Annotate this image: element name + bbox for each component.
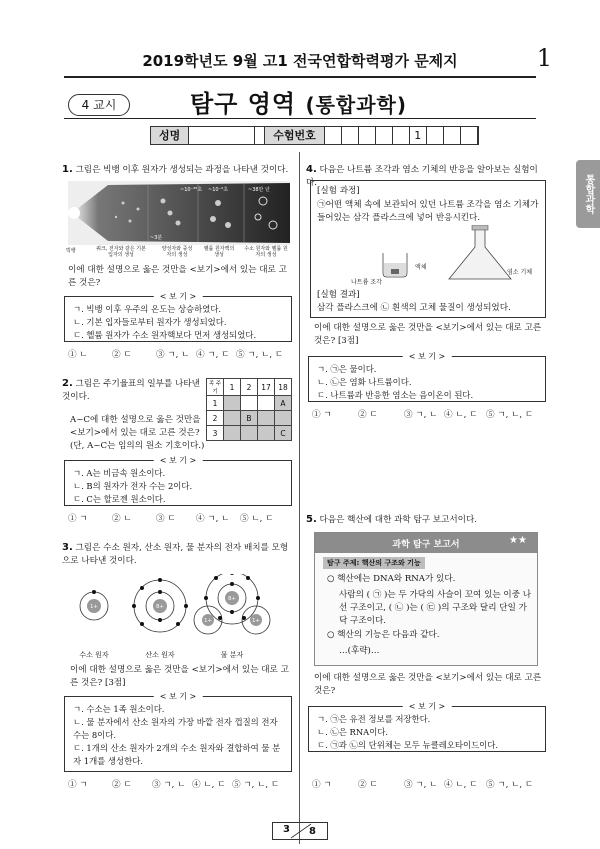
header-rule [64,76,536,78]
subject-title [190,84,407,119]
bogi-item: ㄴ. ㉡은 RNA이다. [317,727,389,737]
answer-choice[interactable]: ④ ㄱ, ㄷ [196,350,230,360]
answer-choice[interactable]: ③ ㄱ, ㄴ [404,410,438,420]
bogi-item: ㄷ. 1개의 산소 원자가 2개의 수소 원자와 결합하여 물 분자 1개를 생성한다. [73,743,281,766]
q4-choices [312,408,546,420]
q4-stem: 4. 다음은 나트륨 조각과 염소 기체의 반응을 알아보는 실험이다. [306,164,538,188]
exam-no-cell: 1 [410,127,427,144]
answer-choice[interactable]: ① ㄱ [312,780,332,790]
q3-stem: 3. 그림은 수소 원자, 산소 원자, 물 분자의 전자 배치를 모형으로 나타낸 것이다. [62,542,289,566]
nucleus-label: 1+ [89,604,99,610]
period-badge: 4 교시 [68,94,130,116]
answer-choice[interactable]: ② ㄷ [112,780,132,790]
bogi-item: ㄷ. 헬륨 원자가 수소 원자핵보다 먼저 생성되었다. [73,330,257,340]
bogi-item: ㄷ. C는 할로젠 원소이다. [73,494,166,504]
page-indicator [272,822,328,840]
answer-choice[interactable]: ② ㄷ [358,780,378,790]
answer-choice[interactable]: ⑤ ㄱ, ㄴ, ㄷ [232,780,280,790]
bogi-item: ㄱ. 수소는 1족 원소이다. [73,704,165,714]
q3-choices [68,778,292,790]
nucleus-label: 1+ [251,618,261,624]
subject-main: 탐구 영역 [190,90,297,118]
answer-choice[interactable]: ③ ㄷ [156,514,176,524]
q1-choices [68,348,292,360]
bogi-item: ㄴ. 물 분자에서 산소 원자의 가장 바깥 전자 껍질의 전자 수는 8이다. [73,717,278,740]
exam-no-cell[interactable] [342,127,359,144]
answer-choice[interactable]: ④ ㄴ, ㄷ [444,410,478,420]
exam-no-cell[interactable] [427,127,444,144]
electron-config-diagram [68,574,294,646]
current-page: 3 [283,824,290,835]
q4-ask: 이에 대한 설명으로 옳은 것만을 <보기>에서 있는 대로 고른 것은? [3점] [314,323,542,346]
answer-choice[interactable]: ⑤ ㄱ, ㄴ, ㄷ [486,410,534,420]
answer-choice[interactable]: ① ㄱ [68,514,88,524]
answer-choice[interactable]: ③ ㄱ, ㄴ [156,350,190,360]
answer-choice[interactable]: ② ㄴ [112,514,132,524]
time-label: ~3분 [150,235,163,241]
bogi-item: ㄱ. A는 비금속 원소이다. [73,468,166,478]
element-c: C [275,426,292,441]
bogi-item: ㄴ. B의 원자가 전자 수는 2이다. [73,481,193,491]
q5-stem: 5. 다음은 핵산에 대한 과학 탐구 보고서이다. [306,514,478,525]
answer-choice[interactable]: ① ㄱ [312,410,332,420]
q1-image-captions: 빅뱅 쿼크, 전자와 같은 기본 입자의 생성 양성자와 중성자의 생성 헬륨 원자핵의 생성 수소 원자와 헬륨 원자의 생성 [66,246,288,258]
bogi-item: ㄴ. 기본 입자들로부터 원자가 생성되었다. [73,317,227,327]
answer-choice[interactable]: ④ ㄱ, ㄴ [196,514,230,524]
time-label: ~10⁻³⁶초 [180,187,203,193]
star-icon: ★★ [509,535,527,546]
answer-choice[interactable]: ③ ㄱ, ㄴ [404,780,438,790]
name-label: 성명 [151,127,189,144]
answer-choice[interactable]: ④ ㄴ, ㄷ [192,780,226,790]
q4-experiment-box: [실험 과정] ㉠어떤 액체 속에 보관되어 있던 나트륨 조각을 염소 기체가 들어있는 삼각 플라스크에 넣어 반응시킨다. 액체 나트륨 조각 염소 기체 [실험 결과] 삼각 플라스크에 ㉡ 흰색의 고체 물질이 생성되었다. [310,180,546,318]
page-number: 1 [536,44,552,72]
student-id-bar [150,126,479,145]
flask-apparatus [351,225,541,285]
answer-choice[interactable]: ⑤ ㄱ, ㄴ, ㄷ [486,780,534,790]
bogi-item: ㄷ. 나트륨과 반응한 염소는 음이온이 된다. [317,390,474,400]
report-topic: 탐구 주제: 핵산의 구조와 기능 [323,557,425,569]
q2-bogi-box: < 보 기 > ㄱ. A는 비금속 원소이다. ㄴ. B의 원자가 전자 수는 2이다. ㄷ. C는 할로젠 원소이다. [64,460,292,506]
column-divider [299,152,300,844]
exam-no-cell[interactable] [444,127,461,144]
q1-stem: 1. 그림은 빅뱅 이후 원자가 생성되는 과정을 나타낸 것이다. [62,164,289,175]
answer-choice[interactable]: ③ ㄱ, ㄴ [152,780,186,790]
q2-ask: A~C에 대한 설명으로 옳은 것만을 <보기>에서 있는 대로 고른 것은? (단, A~C는 임의의 원소 기호이다.) [70,415,205,451]
bogi-item: ㄴ. ㉡은 염화 나트륨이다. [317,377,412,387]
bogi-item: ㄱ. ㉠은 유전 정보를 저장한다. [317,714,431,724]
q1-bogi-box: < 보 기 > ㄱ. 빅뱅 이후 우주의 온도는 상승하였다. ㄴ. 기본 입자들로부터 원자가 생성되었다. ㄷ. 헬륨 원자가 수소 원자핵보다 먼저 생성되었다. [64,296,292,342]
exam-no-label: 수험번호 [265,127,325,144]
name-field[interactable] [189,127,255,144]
bigbang-diagram [68,181,290,245]
q5-ask: 이에 대한 설명으로 옳은 것만을 <보기>에서 있는 대로 고른 것은? [314,673,542,696]
time-label: ~38만 년 [248,187,270,193]
exam-no-cell[interactable] [359,127,376,144]
answer-choice[interactable]: ④ ㄴ, ㄷ [444,780,478,790]
element-a: A [275,396,292,411]
q3-bogi-box: < 보 기 > ㄱ. 수소는 1족 원소이다. ㄴ. 물 분자에서 산소 원자의 가장 바깥 전자 껍질의 전자 수는 8이다. ㄷ. 1개의 산소 원자가 2개의 수소 원자와 결합하여 물 분자 1개를 생성한다. [64,696,292,772]
q2-choices [68,512,292,524]
answer-choice[interactable]: ② ㄷ [112,350,132,360]
nucleus-label: 8+ [155,604,165,610]
exam-header: 2019학년도 9월 고1 전국연합학력평가 문제지 [142,52,458,70]
bogi-item: ㄱ. ㉠은 물이다. [317,364,377,374]
answer-choice[interactable]: ⑤ ㄴ, ㄷ [240,514,274,524]
exam-no-cell[interactable] [376,127,393,144]
answer-choice[interactable]: ② ㄷ [358,410,378,420]
bogi-item: ㄱ. 빅뱅 이후 우주의 온도는 상승하였다. [73,304,222,314]
report-title: 과학 탐구 보고서 [392,540,460,550]
answer-choice[interactable]: ① ㄴ [68,350,88,360]
exam-no-cell[interactable] [461,127,478,144]
exam-no-cell[interactable] [325,127,342,144]
element-b: B [241,411,258,426]
nucleus-label: 8+ [227,596,237,602]
subject-side-tab: 통합과학 [576,160,600,228]
time-label: ~10⁻⁶초 [208,187,229,193]
total-pages: 8 [309,826,316,837]
q4-bogi-box: < 보 기 > ㄱ. ㉠은 물이다. ㄴ. ㉡은 염화 나트륨이다. ㄷ. 나트륨과 반응한 염소는 음이온이 된다. [308,356,546,402]
q5-report: 과학 탐구 보고서 ★★ 탐구 주제: 핵산의 구조와 기능 ○ 핵산에는 DNA와 RNA가 있다. 사람의 ( ㉠ )는 두 가닥의 사슬이 꼬여 있는 이중 나선 구조이고, ( ㉡ )는 ( ㉢ )의 구조와 달리 단일 가닥 구조이다. ○ 핵산의 기능은 다음과 같다. …(후략)… [314,532,538,666]
q5-bogi-box: < 보 기 > ㄱ. ㉠은 유전 정보를 저장한다. ㄴ. ㉡은 RNA이다. ㄷ. ㉠과 ㉡의 단위체는 모두 뉴클레오타이드이다. [308,706,546,752]
q1-bigbang-image [68,181,290,245]
exam-no-cell[interactable] [393,127,410,144]
periodic-table: 족 주기 1 2 17 18 1 A 2 B 3 C [206,378,292,441]
q2-stem: 2. 그림은 주기율표의 일부를 나타낸 것이다. [62,378,200,402]
answer-choice[interactable]: ⑤ ㄱ, ㄴ, ㄷ [236,350,284,360]
title-rule [64,118,536,119]
bogi-item: ㄷ. ㉠과 ㉡의 단위체는 모두 뉴클레오타이드이다. [317,740,499,750]
subject-sub: (통합과학) [305,93,408,117]
q5-choices [312,778,546,790]
q3-ask: 이에 대한 설명으로 옳은 것만을 <보기>에서 있는 대로 고른 것은? [3점] [70,665,289,688]
nucleus-label: 1+ [203,618,213,624]
answer-choice[interactable]: ① ㄱ [68,780,88,790]
q1-ask: 이에 대한 설명으로 옳은 것만을 <보기>에서 있는 대로 고른 것은? [68,265,287,288]
